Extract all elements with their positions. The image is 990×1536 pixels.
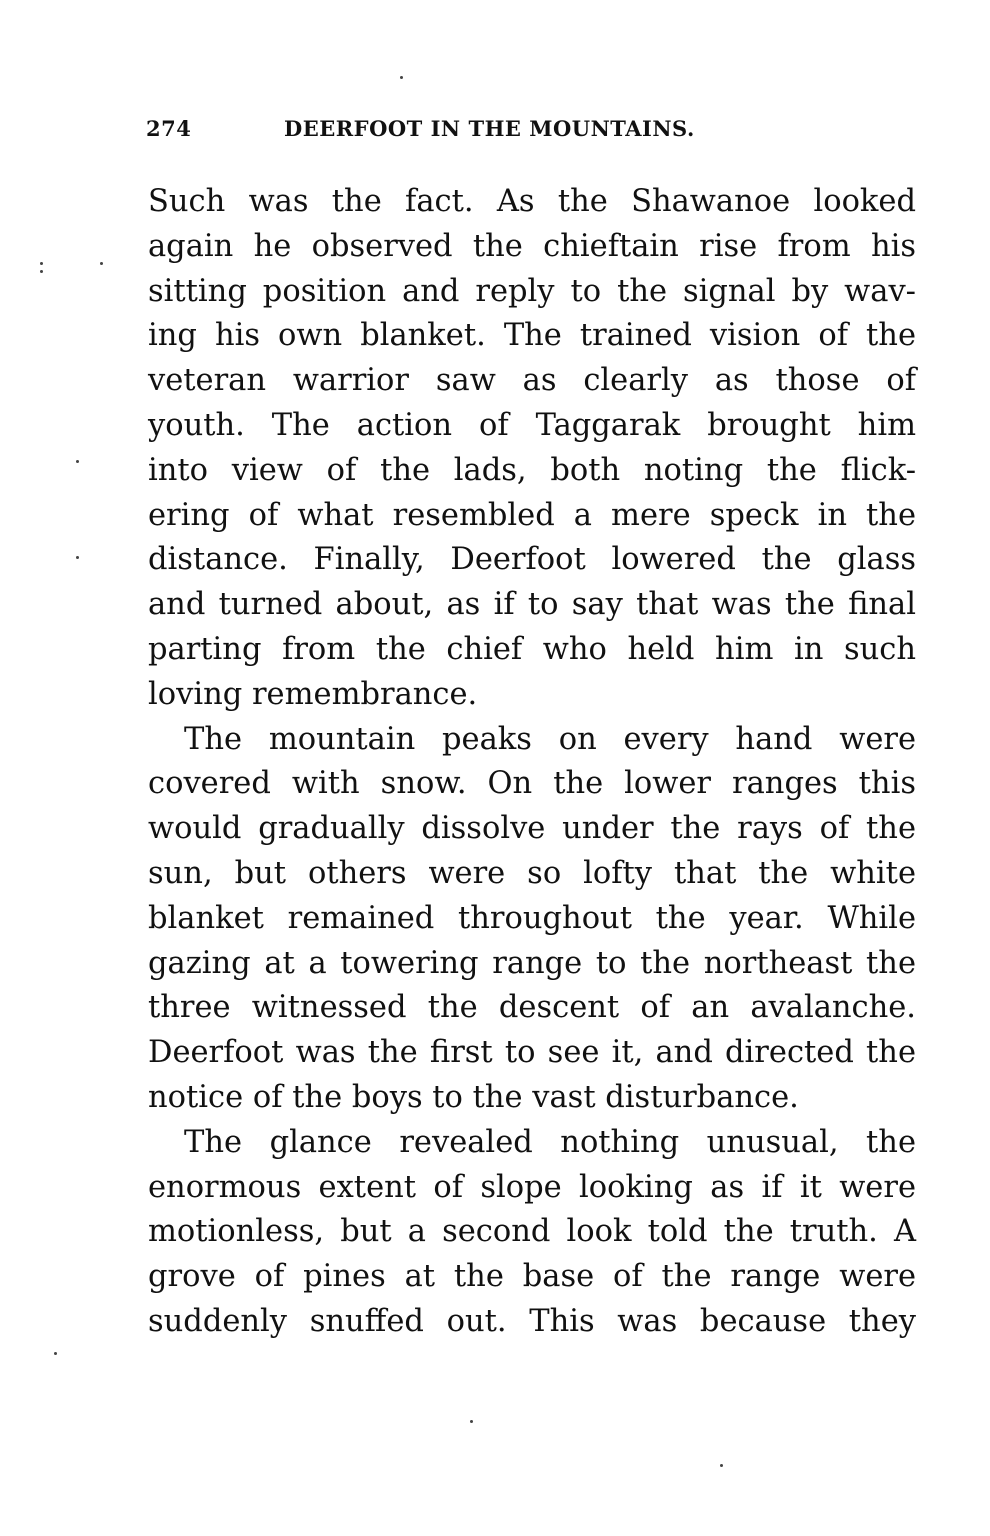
- text-line: covered with snow. On the lower ranges this: [148, 766, 916, 802]
- body-text: [148, 180, 916, 1345]
- scan-speck: [40, 262, 43, 265]
- text-line: The glance revealed nothing unusual, the: [184, 1124, 916, 1160]
- text-line: sun, but others were so lofty that the white: [148, 855, 916, 891]
- scan-speck: [100, 262, 103, 265]
- text-line: notice of the boys to the vast disturbance.: [148, 1079, 799, 1115]
- scan-speck: [720, 1464, 723, 1467]
- text-line: gazing at a towering range to the northeast the: [148, 945, 916, 981]
- scan-speck: [40, 270, 43, 273]
- text-line: Such was the fact. As the Shawanoe looked: [148, 184, 916, 219]
- text-line: and turned about, as if to say that was the final: [148, 587, 916, 623]
- text-line: into view of the lads, both noting the flick-: [148, 452, 916, 488]
- text-line: sitting position and reply to the signal by wav-: [148, 273, 916, 309]
- text-line: veteran warrior saw as clearly as those of: [148, 363, 916, 399]
- text-line: parting from the chief who held him in such: [148, 631, 916, 667]
- text-line: grove of pines at the base of the range were: [148, 1259, 916, 1295]
- text-line: enormous extent of slope looking as if it were: [148, 1169, 916, 1205]
- text-line: ering of what resembled a mere speck in the: [148, 497, 916, 533]
- page-number: 274: [146, 116, 192, 141]
- text-line: distance. Finally, Deerfoot lowered the glass: [148, 542, 916, 578]
- running-title: DEERFOOT IN THE MOUNTAINS.: [284, 116, 695, 141]
- text-line: again he observed the chieftain rise from his: [148, 228, 916, 264]
- text-line: motionless, but a second look told the truth. A: [148, 1214, 916, 1250]
- text-line: three witnessed the descent of an avalanche.: [148, 990, 916, 1026]
- text-line: would gradually dissolve under the rays of the: [148, 811, 916, 847]
- text-line: blanket remained throughout the year. While: [148, 900, 916, 936]
- running-head: [146, 116, 916, 146]
- text-line: youth. The action of Taggarak brought him: [148, 407, 916, 443]
- scan-speck: [76, 556, 79, 559]
- text-line: ing his own blanket. The trained vision of the: [148, 318, 916, 354]
- scan-speck: [470, 1420, 473, 1423]
- scan-speck: [76, 460, 79, 463]
- text-line: suddenly snuffed out. This was because they: [148, 1303, 916, 1339]
- text-line: loving remembrance.: [148, 676, 478, 712]
- text-line: The mountain peaks on every hand were: [184, 721, 916, 757]
- scan-speck: [400, 76, 403, 79]
- text-line: Deerfoot was the first to see it, and directed the: [148, 1035, 916, 1071]
- scan-speck: [54, 1352, 57, 1355]
